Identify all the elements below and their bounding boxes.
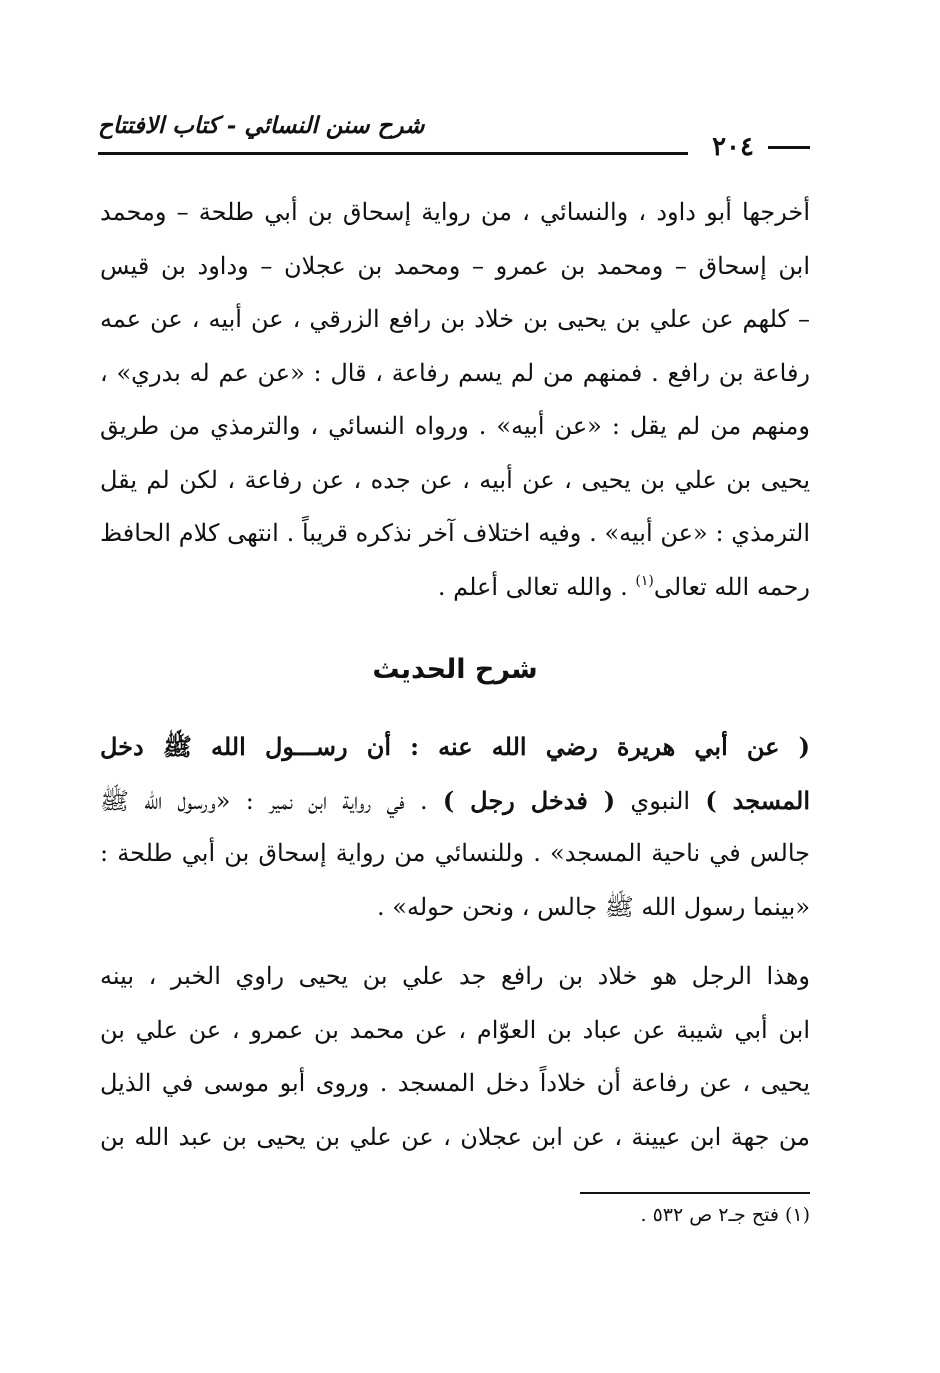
header-rule	[98, 152, 688, 155]
text-line: يحيى بن علي بن يحيى ، عن أبيه ، عن جده ، عن رفاعة ، لكن لم يقل	[100, 465, 810, 494]
paragraph-3	[100, 950, 810, 1164]
text-segment: رحمه الله تعالى	[653, 572, 810, 601]
text-line: ومنهم من لم يقل : «عن أبيه» . ورواه النسائي ، والترمذي من طريق	[100, 412, 810, 440]
text-line	[100, 774, 810, 828]
text-line: رفاعة بن رافع . فمنهم من لم يسم رفاعة ، قال : «عن عم له بدري» ،	[100, 358, 810, 387]
page-header	[98, 112, 810, 160]
section-heading: شرح الحديث	[372, 654, 538, 685]
footnote: (١) فتح جـ٢ ص ٥٣٢ .	[640, 1204, 810, 1226]
text-line: أخرجها أبو داود ، والنسائي ، من رواية إسحاق بن أبي طلحة – ومحمد	[100, 198, 810, 226]
text-segment: النبوي	[615, 786, 706, 815]
text-segment: . في رواية ابن نمير : «ورسول الله ﷺ	[100, 786, 443, 815]
hadith-quote: ( فدخل رجل )	[442, 785, 616, 815]
footnote-reference: (١)	[635, 572, 654, 589]
page-number-group	[712, 132, 810, 162]
header-dash	[768, 146, 810, 149]
page-number: ٢٠٤	[712, 132, 754, 162]
text-line-last: «بينما رسول الله ﷺ جالس ، ونحن حوله» .	[377, 892, 810, 921]
text-line: جالس في ناحية المسجد» . وللنسائي من رواية إسحاق بن أبي طلحة :	[100, 839, 810, 867]
text-line: وهذا الرجل هو خلاد بن رافع جد علي بن يحيى راوي الخبر ، بينه	[100, 962, 810, 990]
running-title: شرح سنن النسائي - كتاب الافتتاح	[98, 112, 425, 139]
paragraph-1	[100, 186, 810, 614]
text-line-last	[100, 561, 810, 615]
hadith-quote: المسجد )	[705, 785, 810, 815]
paragraph-2	[100, 720, 810, 934]
footnote-rule	[580, 1192, 810, 1194]
text-line: الترمذي : «عن أبيه» . وفيه اختلاف آخر نذكره قريباً . انتهى كلام الحافظ	[100, 519, 810, 547]
text-line: – كلهم عن علي بن يحيى بن خلاد بن رافع الزرقي ، عن أبيه ، عن عمه	[100, 305, 810, 333]
text-line: ابن أبي شيبة عن عباد بن العوّام ، عن محمد بن عمرو ، عن علي بن	[100, 1015, 810, 1044]
text-segment: . والله تعالى أعلم .	[437, 572, 636, 601]
text-line: من جهة ابن عيينة ، عن ابن عجلان ، عن علي بن يحيى بن عبد الله بن	[100, 1122, 810, 1151]
text-line: يحيى ، عن رفاعة أن خلاداً دخل المسجد . وروى أبو موسى في الذيل	[100, 1069, 810, 1097]
text-line: ابن إسحاق – ومحمد بن عمرو – ومحمد بن عجلان – وداود بن قيس	[100, 251, 810, 280]
hadith-text-line: ( عن أبي هريرة رضي الله عنه : أن رســـول الله ﷺ دخل	[100, 732, 810, 761]
